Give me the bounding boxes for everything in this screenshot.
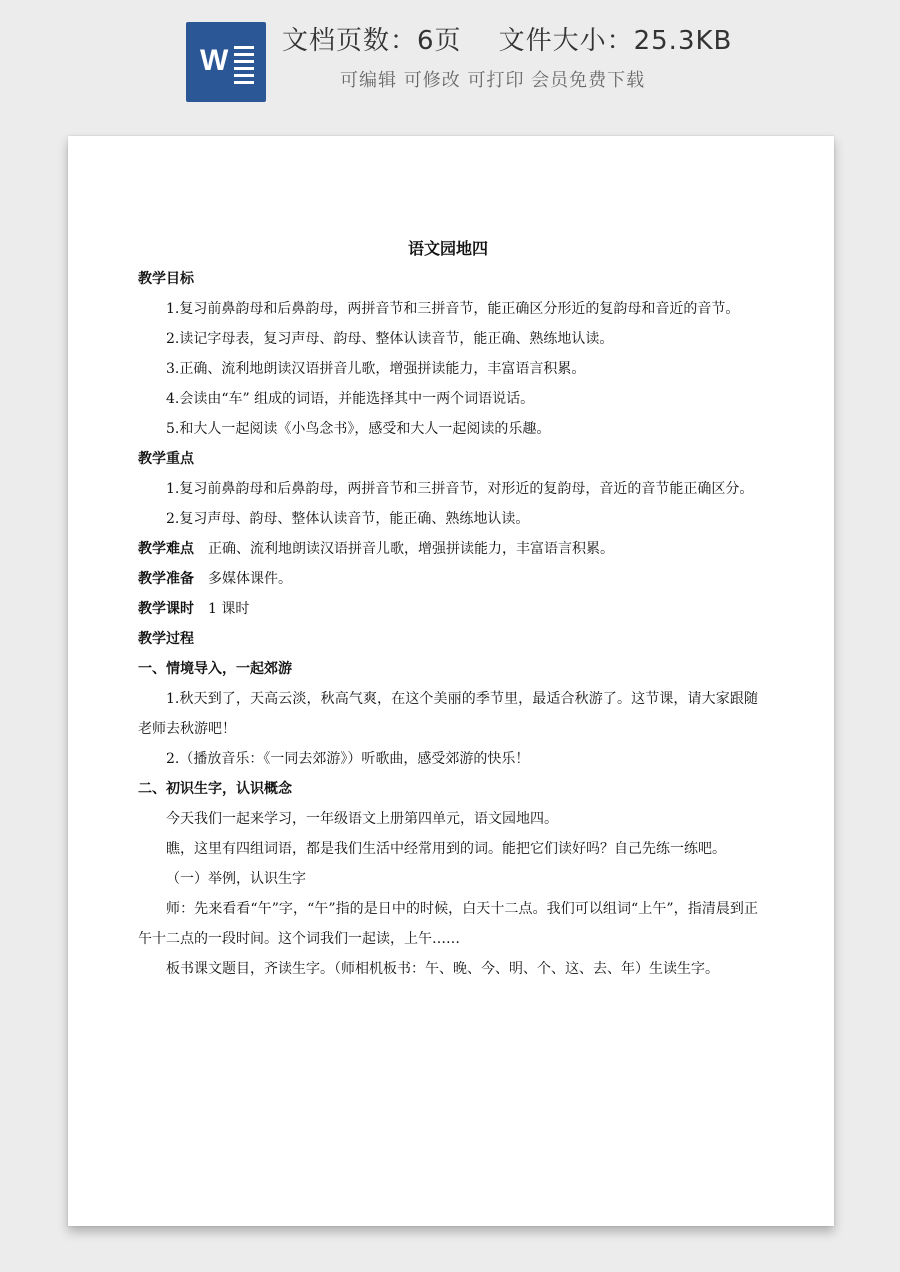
document-info-subtitle: 可编辑 可修改 可打印 会员免费下载 (340, 70, 646, 91)
document-title: 语文园地四 (407, 239, 488, 258)
section1-paragraph: 1.秋天到了，天高云淡，秋高气爽，在这个美丽的季节里，最适合秋游了。这节课，请大家跟随老师去秋游吧！ (138, 691, 758, 737)
goals-heading: 教学目标 (138, 271, 194, 287)
hours-text: 1 课时 (208, 601, 250, 617)
difficulty-text: 正确、流利地朗读汉语拼音儿歌，增强拼读能力，丰富语言积累。 (208, 541, 614, 557)
hours-label: 教学课时 (138, 601, 194, 617)
word-document-icon (186, 22, 266, 102)
word-logo-letter: W (200, 44, 229, 77)
key-point-item: 1.复习前鼻韵母和后鼻韵母，两拼音节和三拼音节，对形近的复韵母，音近的音节能正确区分。 (166, 481, 754, 497)
goal-item: 2.读记字母表，复习声母、韵母、整体认读音节，能正确、熟练地认读。 (166, 331, 614, 347)
section1-heading: 一、情境导入，一起郊游 (138, 661, 292, 677)
section2-paragraph: 板书课文题目，齐读生字。（师相机板书：午、晚、今、明、个、这、去、年）生读生字。 (166, 961, 719, 977)
difficulty-label: 教学难点 (138, 541, 194, 557)
goal-item: 5.和大人一起阅读《小鸟念书》，感受和大人一起阅读的乐趣。 (166, 421, 551, 437)
prep-text: 多媒体课件。 (208, 571, 292, 587)
word-logo-lines (234, 46, 254, 88)
document-info-title: 文档页数：6页 文件大小：25.3KB (282, 26, 733, 56)
section2-paragraph: 今天我们一起来学习，一年级语文上册第四单元，语文园地四。 (166, 811, 558, 827)
section1-paragraph: 2.（播放音乐：《一同去郊游》）听歌曲，感受郊游的快乐！ (166, 751, 530, 767)
prep-label: 教学准备 (138, 571, 194, 587)
goal-item: 1.复习前鼻韵母和后鼻韵母，两拼音节和三拼音节，能正确区分形近的复韵母和音近的音节。 (166, 301, 740, 317)
section2-paragraph: 师：先来看看“午”字，“午”指的是日中的时候，白天十二点。我们可以组词“上午”，指清晨到正午十二点的一段时间。这个词我们一起读，上午…… (138, 901, 758, 947)
document-page (68, 136, 834, 1226)
section2-heading: 二、初识生字，认识概念 (138, 781, 292, 797)
section2-paragraph: 瞧，这里有四组词语，都是我们生活中经常用到的词。能把它们读好吗？自己先练一练吧。 (166, 841, 726, 857)
download-header (0, 0, 900, 120)
goal-item: 4.会读由“车” 组成的词语，并能选择其中一两个词语说话。 (166, 391, 535, 407)
process-heading: 教学过程 (138, 631, 194, 647)
key-point-item: 2.复习声母、韵母、整体认读音节，能正确、熟练地认读。 (166, 511, 530, 527)
prep-row (138, 564, 758, 594)
document-body (138, 234, 758, 984)
hours-row (138, 594, 758, 624)
key-points-heading: 教学重点 (138, 451, 194, 467)
goal-item: 3.正确、流利地朗读汉语拼音儿歌，增强拼读能力，丰富语言积累。 (166, 361, 586, 377)
section2-subheading: （一）举例，认识生字 (166, 871, 306, 887)
difficulty-row (138, 534, 758, 564)
